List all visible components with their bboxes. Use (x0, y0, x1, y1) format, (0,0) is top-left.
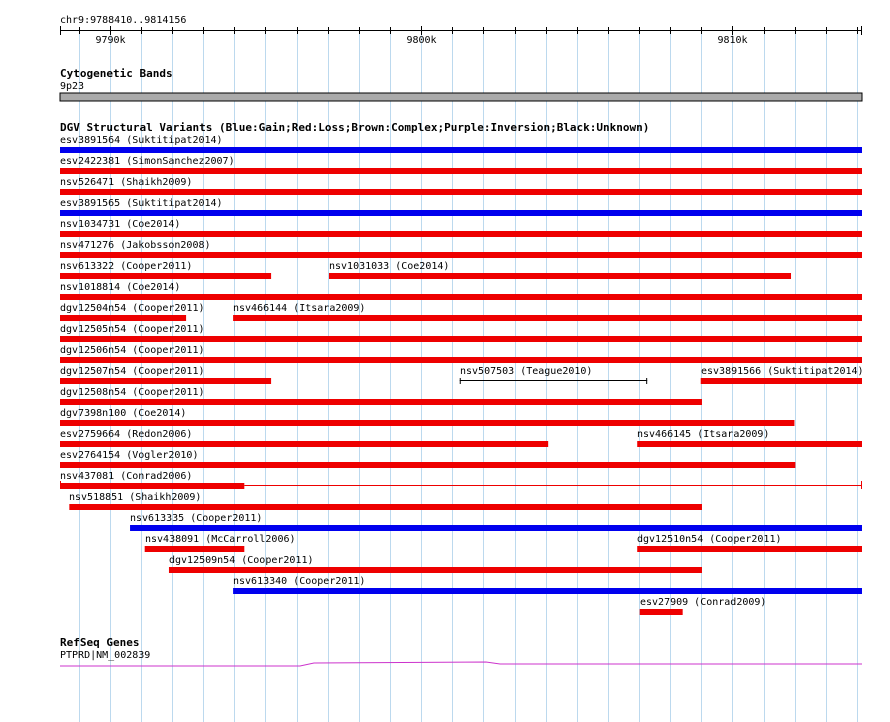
dgv-track-title[interactable]: DGV Structural Variants (Blue:Gain;Red:Loss;Brown:Complex;Purple:Inversion;Black:Unknown) (60, 121, 650, 134)
cytoband-label: 9p23 (60, 81, 85, 92)
dgv-feature-label[interactable]: nsv613322 (Cooper2011) (60, 261, 193, 272)
feature-bar (60, 168, 862, 174)
feature-bar (329, 273, 791, 279)
dgv-feature-nsv613322[interactable] (60, 273, 271, 279)
dgv-feature-label[interactable]: esv3891566 (Suktitipat2014) (701, 366, 864, 377)
dgv-feature-label[interactable]: dgv12504n54 (Cooper2011) (60, 303, 205, 314)
feature-bar (637, 546, 862, 552)
dgv-feature-dgv12505n54[interactable] (60, 336, 862, 342)
dgv-feature-label[interactable]: esv3891564 (Suktitipat2014) (60, 135, 223, 146)
dgv-feature-label[interactable]: dgv12510n54 (Cooper2011) (637, 534, 782, 545)
feature-bar (60, 441, 548, 447)
ruler-tick-label: 9810k (717, 35, 748, 46)
ruler (60, 26, 862, 35)
dgv-feature-nsv466145[interactable] (637, 441, 862, 447)
feature-bar (60, 483, 244, 489)
region-label: chr9:9788410..9814156 (60, 15, 187, 26)
feature-bar (60, 147, 862, 153)
feature-bar (60, 210, 862, 216)
feature-bar (60, 273, 271, 279)
dgv-feature-label[interactable]: dgv7398n100 (Coe2014) (60, 408, 187, 419)
dgv-feature-nsv526471[interactable] (60, 189, 862, 195)
dgv-feature-dgv12504n54[interactable] (60, 315, 186, 321)
dgv-feature-label[interactable]: dgv12508n54 (Cooper2011) (60, 387, 205, 398)
ruler-tick-label: 9800k (406, 35, 437, 46)
dgv-feature-label[interactable]: nsv1031033 (Coe2014) (329, 261, 450, 272)
ruler-tick-label: 9790k (95, 35, 126, 46)
feature-bar (60, 252, 862, 258)
dgv-feature-dgv12509n54[interactable] (169, 567, 702, 573)
dgv-feature-nsv437081[interactable] (60, 481, 862, 489)
dgv-feature-esv2759664[interactable] (60, 441, 548, 447)
feature-bar (169, 567, 702, 573)
feature-bar (130, 525, 862, 531)
dgv-feature-nsv613335[interactable] (130, 525, 862, 531)
feature-bar (60, 231, 862, 237)
dgv-feature-label[interactable]: esv2759664 (Redon2006) (60, 429, 193, 440)
dgv-feature-label[interactable]: nsv526471 (Shaikh2009) (60, 177, 193, 188)
dgv-feature-label[interactable]: nsv613335 (Cooper2011) (130, 513, 263, 524)
dgv-feature-nsv471276[interactable] (60, 252, 862, 258)
dgv-feature-label[interactable]: dgv12506n54 (Cooper2011) (60, 345, 205, 356)
dgv-feature-nsv507503[interactable] (460, 378, 647, 384)
dgv-feature-label[interactable]: esv2422381 (SimonSanchez2007) (60, 156, 235, 167)
feature-bar (60, 336, 862, 342)
feature-bar (60, 399, 702, 405)
feature-bar (60, 462, 795, 468)
feature-bar (60, 420, 794, 426)
dgv-feature-label[interactable]: nsv1034731 (Coe2014) (60, 219, 181, 230)
dgv-feature-nsv466144[interactable] (233, 315, 862, 321)
dgv-feature-label[interactable]: dgv12509n54 (Cooper2011) (169, 555, 314, 566)
dgv-feature-nsv613340[interactable] (233, 588, 862, 594)
feature-bar (640, 609, 683, 615)
dgv-feature-label[interactable]: nsv471276 (Jakobsson2008) (60, 240, 211, 251)
dgv-feature-nsv438091[interactable] (145, 546, 245, 552)
feature-bar (145, 546, 245, 552)
dgv-feature-dgv12508n54[interactable] (60, 399, 702, 405)
feature-bar (60, 357, 862, 363)
dgv-feature-label[interactable]: nsv1018814 (Coe2014) (60, 282, 181, 293)
feature-bar (233, 315, 862, 321)
dgv-feature-label[interactable]: nsv518851 (Shaikh2009) (69, 492, 202, 503)
feature-bar (233, 588, 862, 594)
dgv-feature-label[interactable]: nsv466145 (Itsara2009) (637, 429, 770, 440)
refseq-gene-line (60, 662, 862, 666)
dgv-feature-esv2764154[interactable] (60, 462, 795, 468)
dgv-feature-label[interactable]: esv3891565 (Suktitipat2014) (60, 198, 223, 209)
dgv-feature-dgv12510n54[interactable] (637, 546, 862, 552)
dgv-feature-dgv7398n100[interactable] (60, 420, 794, 426)
cytoband-bar (60, 93, 862, 101)
dgv-feature-label[interactable]: nsv466144 (Itsara2009) (233, 303, 366, 314)
ptprd-intron-line (60, 662, 862, 666)
dgv-feature-label[interactable]: nsv437081 (Conrad2006) (60, 471, 193, 482)
dgv-feature-esv2422381[interactable] (60, 168, 862, 174)
dgv-feature-nsv518851[interactable] (69, 504, 702, 510)
dgv-feature-label[interactable]: nsv438091 (McCarroll2006) (145, 534, 296, 545)
feature-bar (60, 378, 271, 384)
dgv-feature-esv3891564[interactable] (60, 147, 862, 153)
feature-bar (60, 294, 862, 300)
feature-bar (701, 378, 862, 384)
refseq-gene-label[interactable]: PTPRD|NM_002839 (60, 650, 151, 661)
refseq-track-title[interactable]: RefSeq Genes (60, 636, 140, 649)
cytoband-9p23 (60, 93, 862, 101)
cytoband-track-title[interactable]: Cytogenetic Bands (60, 67, 173, 80)
dgv-feature-esv3891565[interactable] (60, 210, 862, 216)
dgv-feature-esv3891566[interactable] (701, 378, 862, 384)
dgv-feature-label[interactable]: esv27909 (Conrad2009) (640, 597, 767, 608)
dgv-feature-label[interactable]: dgv12505n54 (Cooper2011) (60, 324, 205, 335)
dgv-feature-nsv1034731[interactable] (60, 231, 862, 237)
dgv-feature-nsv1018814[interactable] (60, 294, 862, 300)
dgv-feature-label[interactable]: nsv507503 (Teague2010) (460, 366, 593, 377)
dgv-feature-label[interactable]: dgv12507n54 (Cooper2011) (60, 366, 205, 377)
dgv-feature-esv27909[interactable] (640, 609, 683, 615)
feature-bar (69, 504, 702, 510)
feature-bar (60, 189, 862, 195)
dgv-feature-dgv12507n54[interactable] (60, 378, 271, 384)
dgv-feature-dgv12506n54[interactable] (60, 357, 862, 363)
dgv-feature-label[interactable]: nsv613340 (Cooper2011) (233, 576, 366, 587)
feature-bar (637, 441, 862, 447)
dgv-feature-label[interactable]: esv2764154 (Vogler2010) (60, 450, 199, 461)
dgv-feature-nsv1031033[interactable] (329, 273, 791, 279)
feature-bar (60, 315, 186, 321)
